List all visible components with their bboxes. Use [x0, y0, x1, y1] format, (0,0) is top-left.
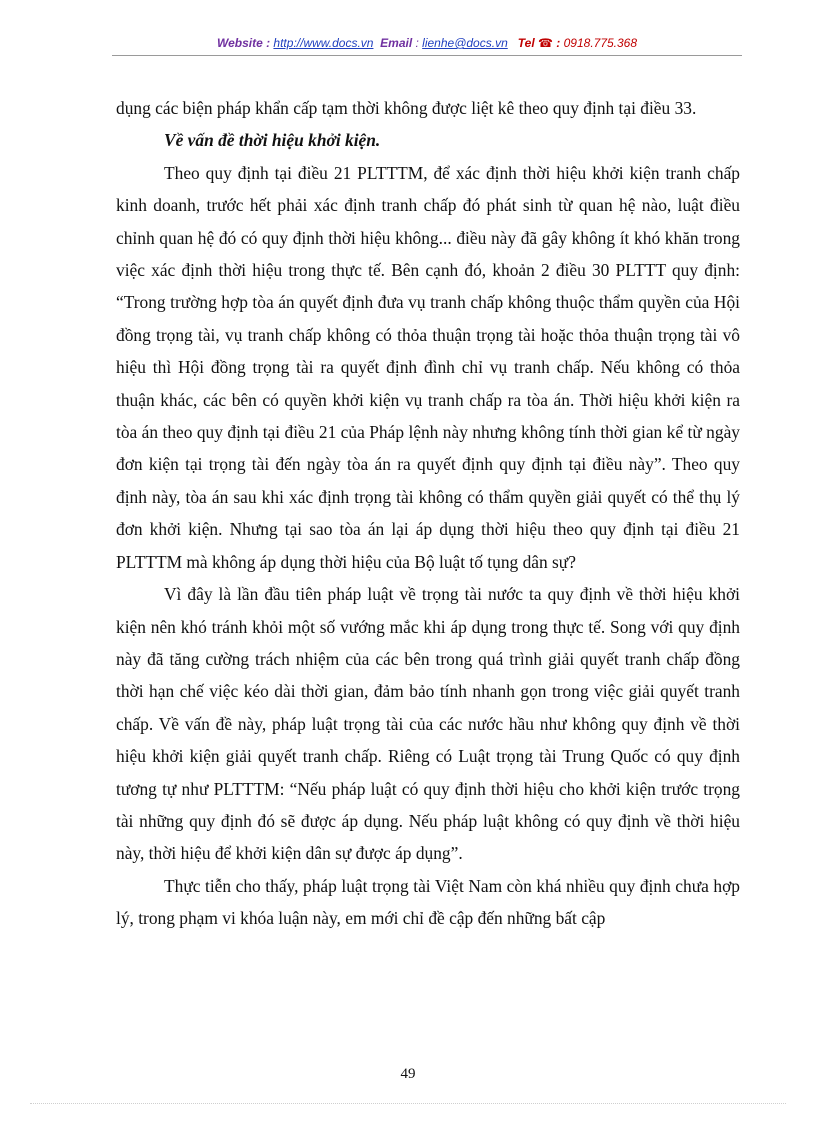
header-divider — [112, 55, 742, 56]
tel-label: Tel ☎ : — [517, 36, 561, 50]
email-separator: : — [412, 36, 423, 50]
document-body — [116, 92, 740, 935]
page-number: 49 — [400, 1066, 416, 1082]
paragraph: Theo quy định tại điều 21 PLTTTM, để xác định thời hiệu khởi kiện tranh chấp kinh doanh, trước hết phải xác định tranh chấp đó phát sinh từ quan hệ nào, luật điều chỉnh quan hệ đó có quy định thời hiệu không... điều này đã gây không ít khó khăn trong việc xác định thời hiệu trong thực tế. Bên cạnh đó, khoản 2 điều 30 PLTTT quy định: “Trong trường hợp tòa án quyết định đưa vụ tranh chấp không thuộc thẩm quyền của Hội đồng trọng tài, vụ tranh chấp không có thỏa thuận trọng tài hoặc thỏa thuận trọng tài vô hiệu thì Hội đồng trọng tài ra quyết định đình chỉ vụ tranh chấp. Nếu không có thỏa thuận khác, các bên có quyền khởi kiện vụ tranh chấp ra tòa án. Thời hiệu khởi kiện ra tòa án theo quy định tại điều 21 của Pháp lệnh này nhưng không tính thời gian kể từ ngày đơn kiện tại trọng tài đến ngày tòa án ra quyết định quy định tại điều này”. Theo quy định này, tòa án sau khi xác định trọng tài không có thẩm quyền giải quyết có thể thụ lý đơn khởi kiện. Nhưng tại sao tòa án lại áp dụng thời hiệu theo quy định tại điều 21 PLTTTM mà không áp dụng thời hiệu của Bộ luật tố tụng dân sự? — [116, 162, 740, 572]
section-heading: Về vấn đề thời hiệu khởi kiện. — [164, 130, 381, 151]
website-link[interactable]: http://www.docs.vn — [273, 36, 374, 50]
paragraph-continuation: dụng các biện pháp khẩn cấp tạm thời không được liệt kê theo quy định tại điều 33. — [116, 98, 697, 118]
paragraph: Thực tiễn cho thấy, pháp luật trọng tài Việt Nam còn khá nhiều quy định chưa hợp lý, trong phạm vi khóa luận này, em mới chỉ đề cập đến những bất cập — [116, 875, 740, 929]
page-header — [112, 36, 742, 50]
website-label: Website : — [216, 36, 271, 50]
footer-divider — [30, 1103, 786, 1104]
email-link[interactable]: lienhe@docs.vn — [422, 36, 508, 50]
paragraph: Vì đây là lần đầu tiên pháp luật về trọng tài nước ta quy định về thời hiệu khởi kiện nên khó tránh khỏi một số vướng mắc khi áp dụng trong thực tế. Song với quy định này đã tăng cường trách nhiệm của các bên trong quá trình giải quyết tranh chấp đồng thời hạn chế việc kéo dài thời gian, đảm bảo tính nhanh gọn trong việc giải quyết tranh chấp. Về vấn đề này, pháp luật trọng tài của các nước hầu như không quy định về thời hiệu khởi kiện giải quyết tranh chấp. Riêng có Luật trọng tài Trung Quốc có quy định tương tự như PLTTTM: “Nếu pháp luật có quy định thời hiệu cho khởi kiện trước trọng tài những quy định đó sẽ được áp dụng. Nếu pháp luật không có quy định về thời hiệu này, thời hiệu để khởi kiện dân sự được áp dụng”. — [116, 584, 740, 864]
email-label: Email — [380, 36, 413, 50]
tel-number: 0918.775.368 — [563, 36, 638, 50]
